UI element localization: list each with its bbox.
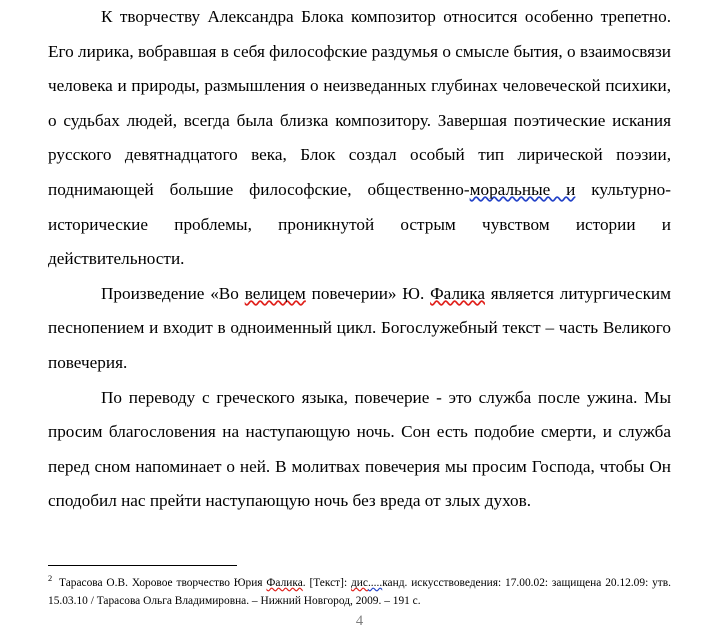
paragraph-2: Произведение «Во велицем повечерии» Ю. Фалика является литургическим песнопением и входит в одноименный цикл. Богослужебный текст – часть Великого повечерия. bbox=[48, 283, 671, 372]
footnote-body: Тарасова О.В. Хоровое творчество Юрия Фалика. [Текст]: дис.....канд. искусствоведения: 17.00.02: защищена 20.12.09: утв. 15.03.10 / Тарасова Ольга Владимировна. – Нижний Новгород, 2009. – 191 с. bbox=[48, 577, 671, 607]
footnote-entry bbox=[48, 575, 671, 610]
spelling-error-text: Фалика bbox=[430, 283, 485, 303]
spelling-error-text: дис bbox=[350, 577, 368, 589]
grammar-error-text: моральные и bbox=[469, 179, 576, 199]
paragraph-3: По переводу с греческого языка, повечерие - это служба после ужина. Мы просим благословения на наступающую ночь. Сон есть подобие смерти, и служба перед сном напоминает о ней. В молитвах повечерия мы просим Господа, чтобы Он сподобил нас прейти наступающую ночь без вреда от злых духов. bbox=[48, 387, 671, 511]
footnote-marker: 2 bbox=[48, 574, 53, 584]
grammar-error-text: ..... bbox=[367, 577, 383, 589]
footnote-separator-line bbox=[48, 565, 237, 566]
paragraph-1: К творчеству Александра Блока композитор относится особенно трепетно. Его лирика, вобравшая в себя философские раздумья о смысле бытия, о взаимосвязи человека и природы, размышления о неизведанных глубинах человеческой психики, о судьбах людей, всегда была близка композитору. Завершая поэтические искания русского девятнадцатого века, Блок создал особый тип лирической поэзии, поднимающей большие философские, общественно-моральные и культурно-исторические проблемы, проникнутой острым чувством истории и действительности. bbox=[48, 7, 671, 269]
footnote-area bbox=[48, 565, 671, 610]
spelling-error-text: Фалика bbox=[266, 577, 303, 589]
document-body bbox=[48, 0, 671, 519]
spelling-error-text: велицем bbox=[244, 283, 306, 303]
page-number: 4 bbox=[355, 613, 364, 629]
